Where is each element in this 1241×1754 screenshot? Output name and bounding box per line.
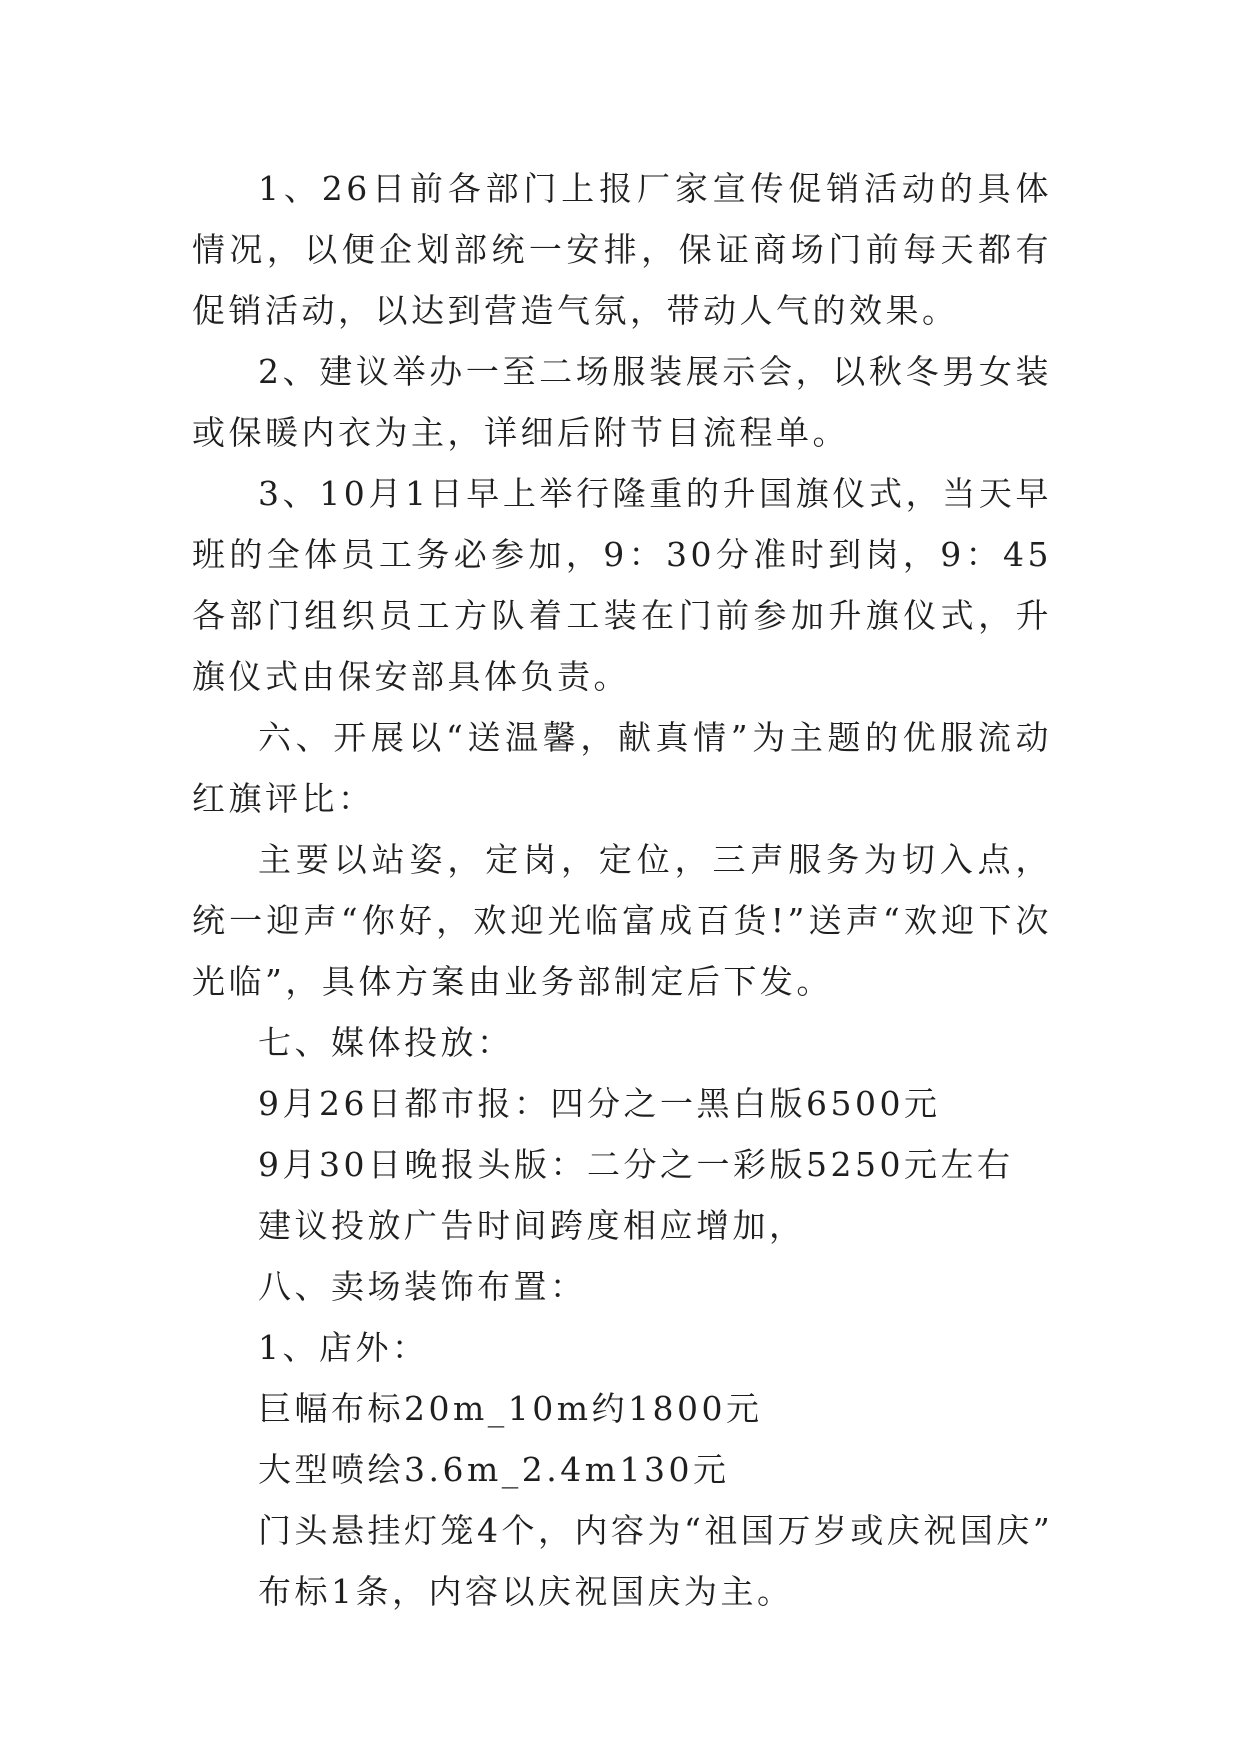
subsection-outdoor: 1、店外： [258, 1328, 429, 1367]
section-heading-6: 六、开展以“送温馨，献真情”为主题的优服流动红旗评比： [192, 718, 1052, 818]
decor-line-4: 布标1条，内容以庆祝国庆为主。 [258, 1572, 794, 1611]
decor-line-1: 巨幅布标20m_10m约1800元 [258, 1389, 763, 1428]
decor-line-3: 门头悬挂灯笼4个，内容为“祖国万岁或庆祝国庆” [258, 1511, 1054, 1550]
media-line-2: 9月30日晚报头版：二分之一彩版5250元左右 [258, 1145, 1014, 1184]
decor-line-2: 大型喷绘3.6m_2.4m130元 [258, 1450, 730, 1489]
paragraph-item-2: 2、建议举办一至二场服装展示会，以秋冬男女装或保暖内衣为主，详细后附节目流程单。 [192, 352, 1052, 452]
paragraph-service-standard: 主要以站姿，定岗，定位，三声服务为切入点，统一迎声“你好，欢迎光临富成百货!”送声“欢迎下次光临”，具体方案由业务部制定后下发。 [192, 840, 1052, 1001]
document-body [192, 158, 1052, 1622]
media-line-1: 9月26日都市报：四分之一黑白版6500元 [258, 1084, 941, 1123]
paragraph-item-1: 1、26日前各部门上报厂家宣传促销活动的具体情况，以便企划部统一安排，保证商场门前每天都有促销活动，以达到营造气氛，带动人气的效果。 [192, 169, 1052, 330]
paragraph-item-3: 3、10月1日早上举行隆重的升国旗仪式，当天早班的全体员工务必参加，9：30分准时到岗，9：45各部门组织员工方队着工装在门前参加升旗仪式，升旗仪式由保安部具体负责。 [192, 474, 1052, 696]
media-suggestion: 建议投放广告时间跨度相应增加， [258, 1206, 806, 1245]
section-heading-7: 七、媒体投放： [258, 1023, 514, 1062]
section-heading-8: 八、卖场装饰布置： [258, 1267, 587, 1306]
